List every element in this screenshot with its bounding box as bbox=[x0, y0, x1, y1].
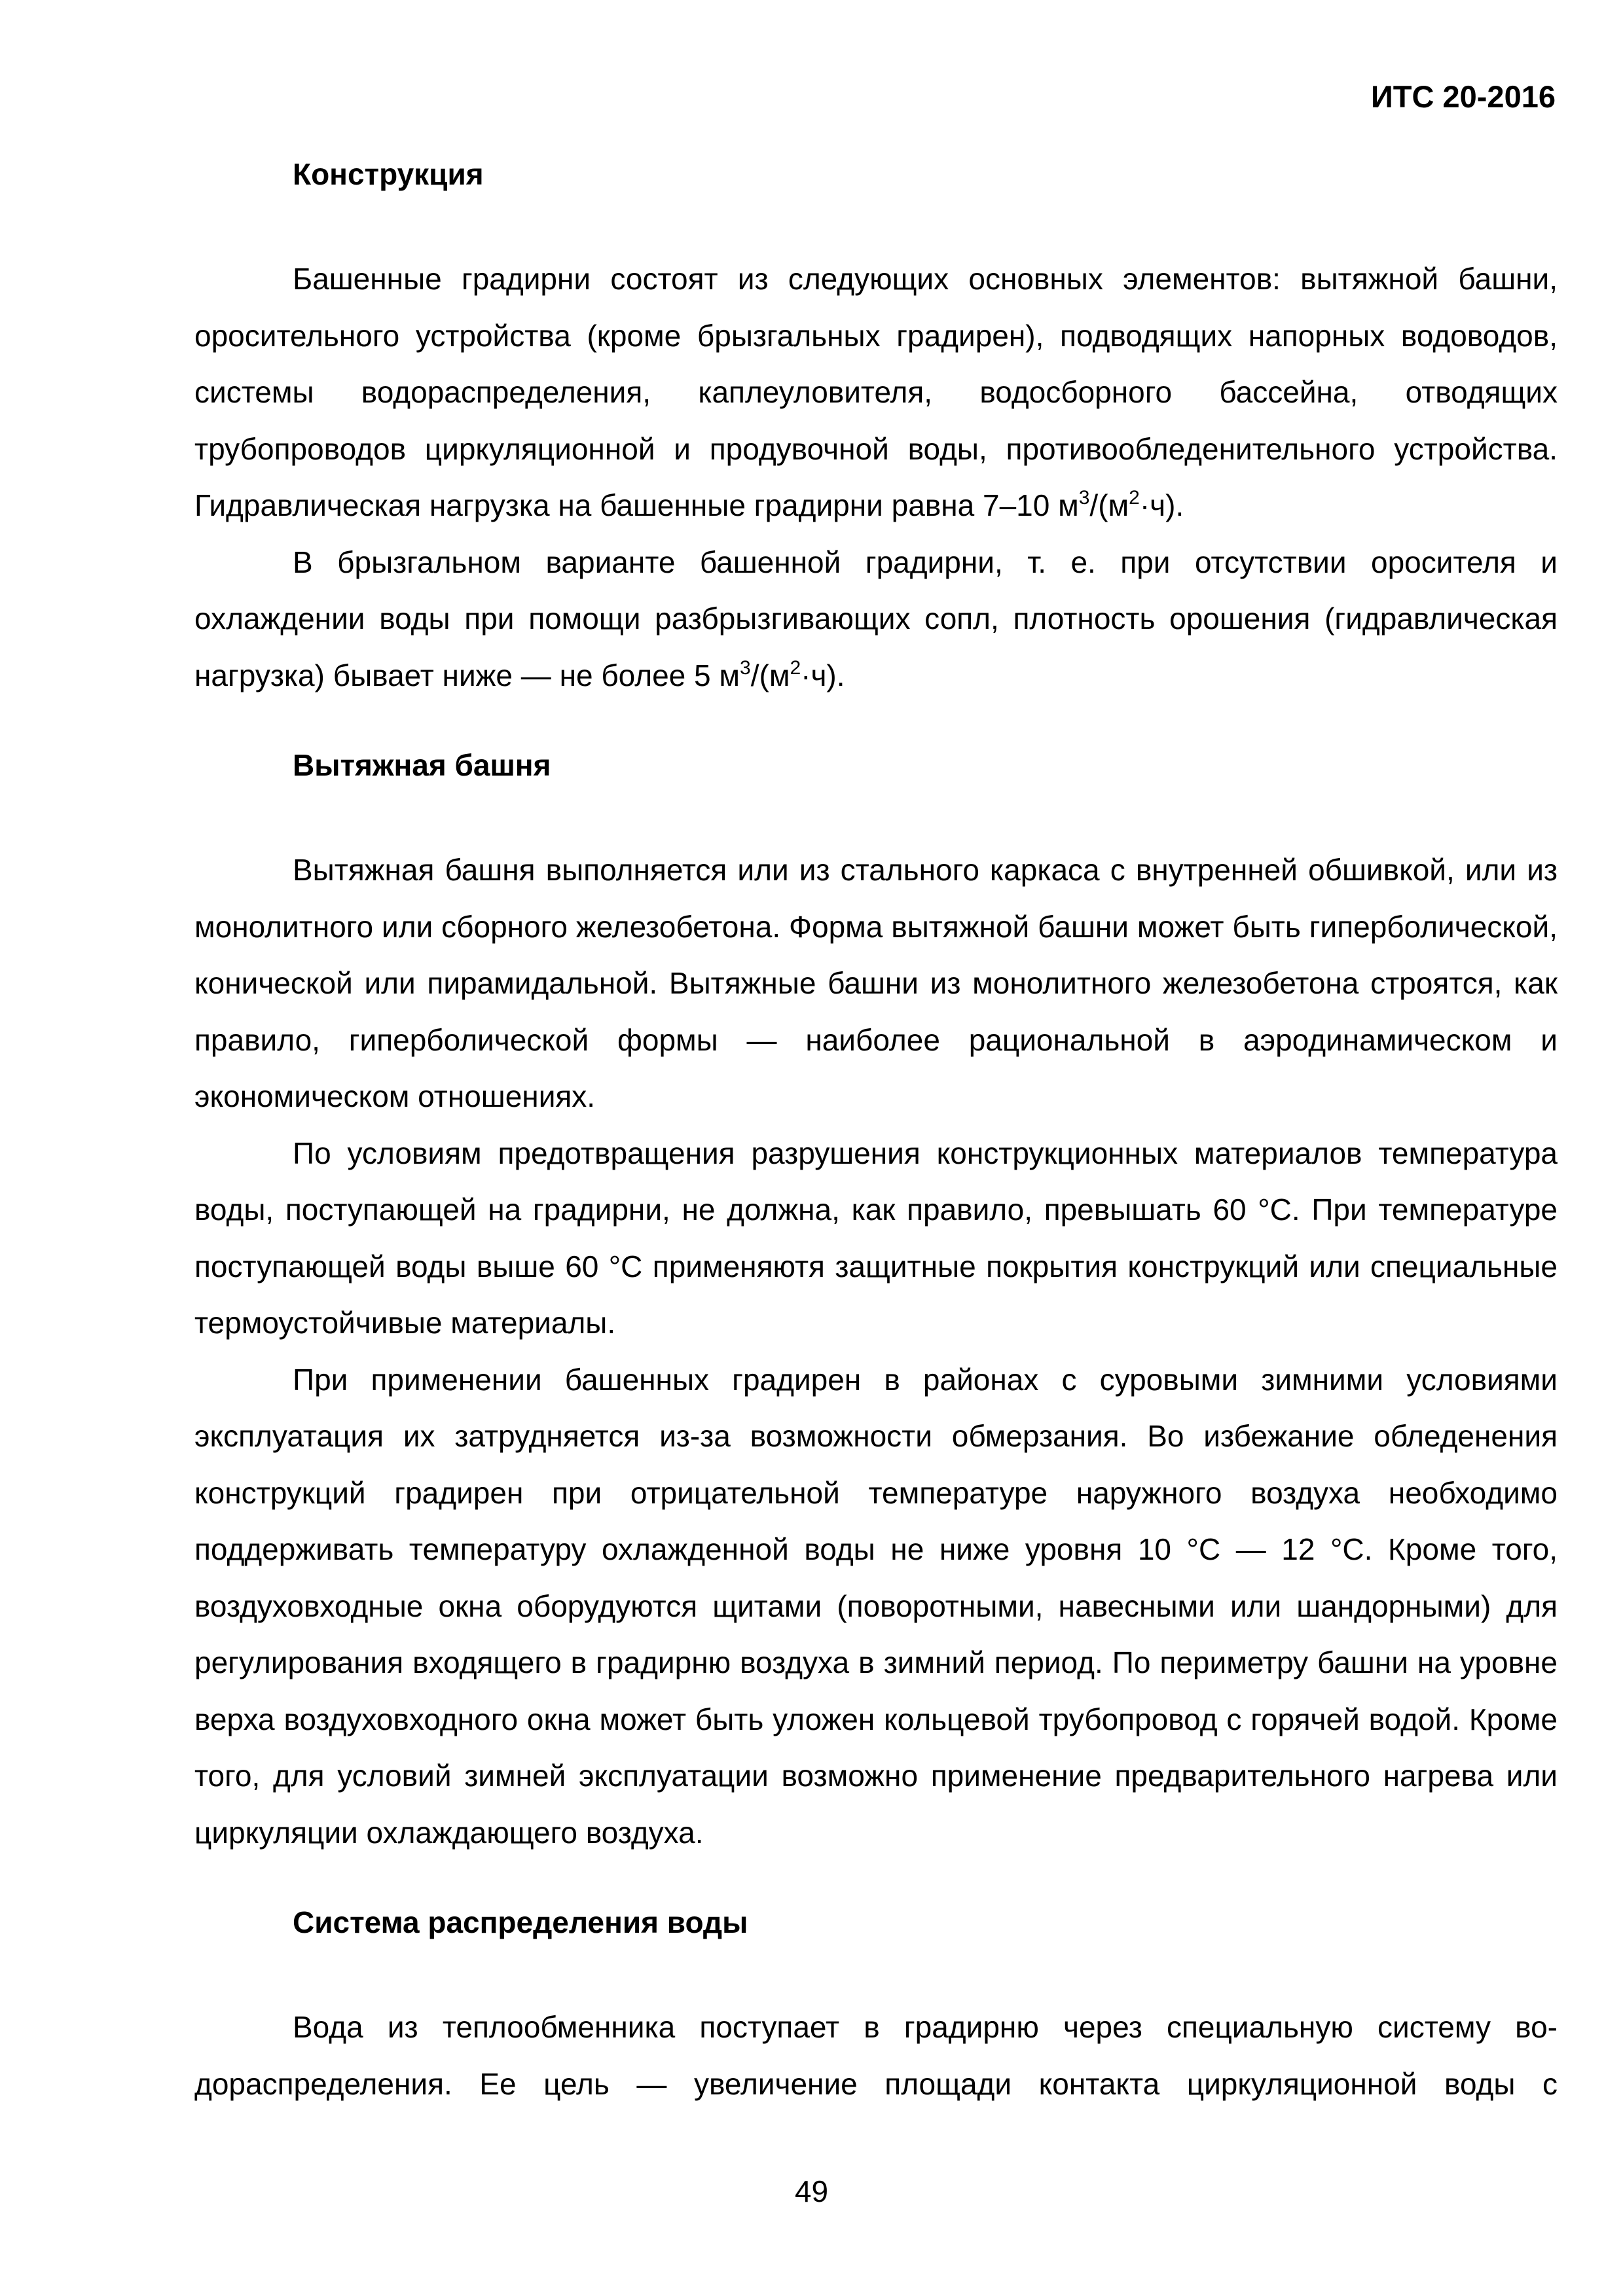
section-heading-construction: Конструкция bbox=[293, 157, 484, 191]
paragraph: Башенные градирни состоят из следующих основных элементов: вытяжной башни, оросительного устройства (кроме брызгальных градирен), подводящих напорных водоводов, системы водораспределения, каплеуловителя, водосборного бассейна, отводящих трубопроводов циркуляционной и продувочной воды, противообледенительного устройства. Гидравлическая нагрузка на башенные градирни равна 7–10 $м^3/(м^2\cdot ч)$. bbox=[194, 262, 1558, 522]
paragraph: По условиям предотвращения разрушения конструкционных материалов температура воды, поступающей на градирни, не должна, как правило, превышать 60 °С. При температуре поступающей воды выше 60 °С применяютя защитные покрытия конструкций или специальные термоустойчивые материалы. bbox=[194, 1136, 1558, 1340]
section-heading-exhaust-tower: Вытяжная башня bbox=[293, 748, 551, 782]
paragraph: Вода из теплообменника поступает в градирню через специальную систему водораспределения. Ее цель — увеличение площади контакта циркуляционной воды с bbox=[194, 2010, 1558, 2101]
paragraph: При применении башенных градирен в районах с суровыми зимними условиями эксплуатация их затрудняется из-за возможности обмерзания. Во избежание обледенения конструкций градирен при отрицательной температуре наружного воздуха необходимо поддерживать температуру охлажденной воды не ниже уровня 10 °С — 12 °С. Кроме того, воздуховходные окна оборудуются щитами (поворотными, навесными или шандорными) для регулирования входящего в градирню воздуха в зимний период. По периметру башни на уровне верха воздуховходного окна может быть уложен кольцевой трубопровод с горячей водой. Кроме того, для условий зимней эксплуатации возможно применение предварительного нагрева или циркуляции охлаждающего воздуха. bbox=[194, 1362, 1558, 1850]
paragraph: В брызгальном варианте башенной градирни, т. е. при отсутствии оросителя и охлаждении воды при помощи разбрызгивающих сопл, плотность орошения (гидравлическая нагрузка) бывает ниже — не более 5 $м^3/(м^2\cdot ч)$. bbox=[194, 545, 1558, 692]
section-heading-water-distribution: Система распределения воды bbox=[293, 1905, 748, 1939]
page-content bbox=[194, 145, 1558, 2112]
page-number: 49 bbox=[794, 2174, 829, 2208]
section-body-exhaust-tower bbox=[194, 842, 1558, 1861]
section-body-construction bbox=[194, 251, 1558, 704]
section-body-water-distribution bbox=[194, 1999, 1558, 2112]
paragraph: Вытяжная башня выполняется или из стального каркаса с внутренней обшивкой, или из монолитного или сборного железобетона. Форма вытяжной башни может быть гиперболической, конической или пирамидальной. Вытяжные башни из монолитного железобетона строятся, как правило, гиперболической формы — наиболее рациональной в аэродинамическом и экономическом отношениях. bbox=[194, 853, 1558, 1113]
document-code: ИТС 20-2016 bbox=[1371, 79, 1556, 114]
